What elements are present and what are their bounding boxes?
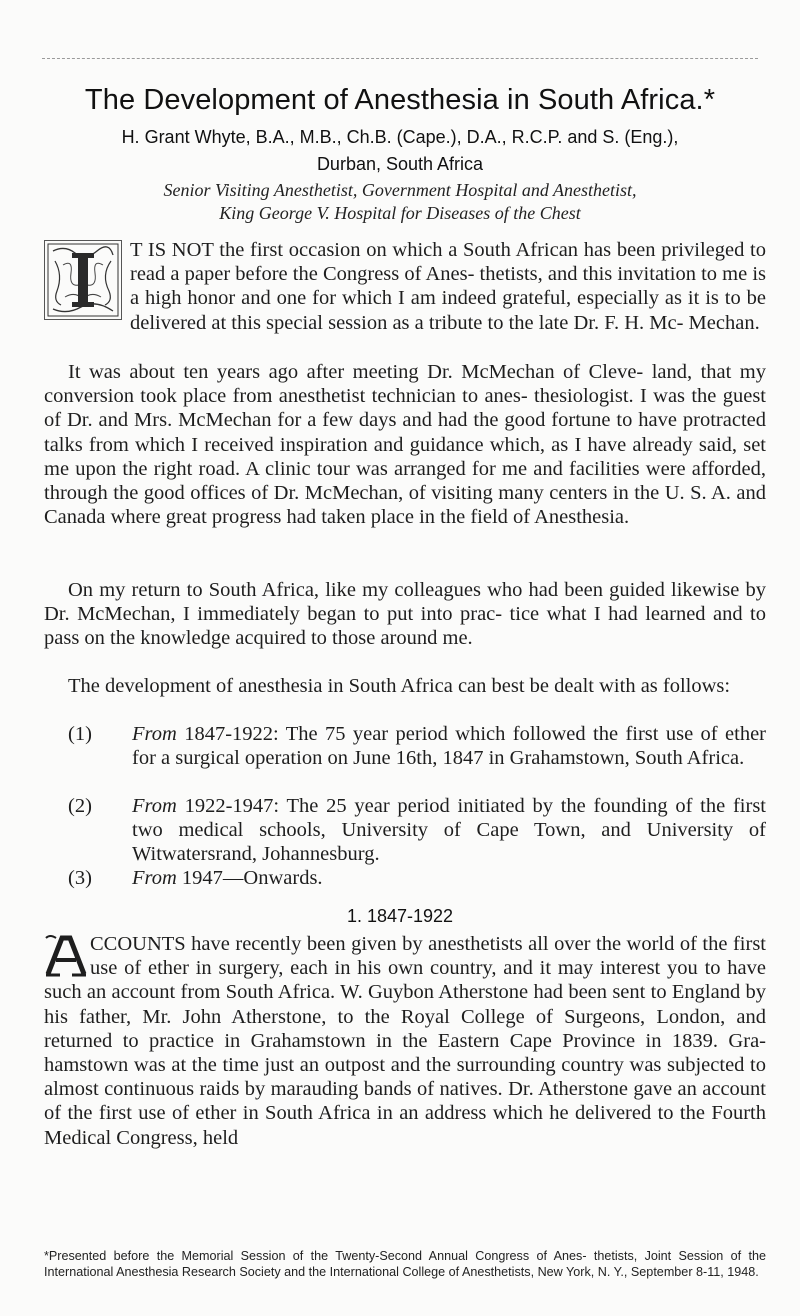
section-heading: 1. 1847-1922 (346, 906, 454, 926)
list-lead: From (132, 795, 177, 817)
paragraph-mcmechan-visit: It was about ten years ago after meeting Dr. McMechan of Cleve- land, that my conversion took place from anesthetist technician to anes- thesiologist. I was the guest of Dr. and Mrs. McMechan for a few days and had the good fortune to have protracted talks from which I received inspiration and guidance which, as I have already said, set me upon the right road. A clinic tour was arranged for me and facilities were afforded, through the good offices of Dr. McMechan, of visiting many centers in the U. S. A. and Canada where great progress had taken place in the field of Anesthesia. (44, 361, 766, 529)
top-rule (42, 58, 758, 59)
article-author: H. Grant Whyte, B.A., M.B., Ch.B. (Cape.), D.A., R.C.P. and S. (Eng.), (121, 127, 679, 147)
list-number: (1) (68, 723, 92, 745)
opening-paragraph-text: T IS NOT the first occasion on which a South African has been privileged to read a paper before the Congress of Anes- thetists, and this invitation to me is a high honor and one for which I am indeed grateful, especially as it is to be delivered at this special session as a tribute to the late Dr. F. H. Mc- Mechan. (130, 239, 766, 334)
paragraph-periods-intro: The development of anesthesia in South Africa can best be dealt with as follows: (68, 675, 731, 697)
article-title: The Development of Anesthesia in South Africa.* (84, 84, 716, 116)
list-number: (2) (68, 795, 92, 817)
paragraph-return: On my return to South Africa, like my colleagues who had been guided likewise by Dr. McMechan, I immediately began to put into prac- tice what I had learned and to pass on the knowledge acquired to those around me. (44, 579, 766, 650)
footnote: *Presented before the Memorial Session of the Twenty-Second Annual Congress of Anes- thetists, Joint Session of the International Anesthesia Research Society and the International College of Anesthetists, New York, N. Y., September 8-11, 1948. (44, 1249, 766, 1279)
list-number: (3) (68, 867, 92, 889)
section-paragraph-text: CCOUNTS have recently been given by anesthetists all over the world of the first use of ether in surgery, each in his own country, and it may interest you to have such an account from South Africa. W. Guybon Atherstone had been sent to England by his father, Mr. John Atherstone, to the Royal College of Surgeons, London, and returned to practice in Grahamstown in the Eastern Cape Province in 1839. Gra- hamstown was at the time just an outpost and the surrounding country was subjected to almost continuous raids by marauding bands of natives. Dr. Atherstone gave an account of the first use of ether in South Africa in an address which he delivered to the Fourth Medical Congress, held (44, 933, 766, 1149)
list-text: 1847-1922: The 75 year period which followed the first use of ether for a surgical operation on June 16th, 1847 in Grahamstown, South Africa. (132, 723, 766, 770)
list-text: 1922-1947: The 25 year period initiated by the founding of the first two medical schools, University of Cape Town, and University of Witwatersrand, Johannesburg. (132, 795, 766, 866)
author-affiliation-line-2: King George V. Hospital for Diseases of the Chest (219, 203, 581, 223)
list-lead: From (132, 867, 177, 889)
list-text: 1947—Onwards. (181, 867, 323, 889)
author-location: Durban, South Africa (316, 154, 484, 174)
opening-paragraph (44, 238, 766, 356)
author-affiliation-line-1: Senior Visiting Anesthetist, Government Hospital and Anesthetist, (163, 180, 637, 200)
section-paragraph (44, 932, 766, 1150)
list-lead: From (132, 723, 177, 745)
